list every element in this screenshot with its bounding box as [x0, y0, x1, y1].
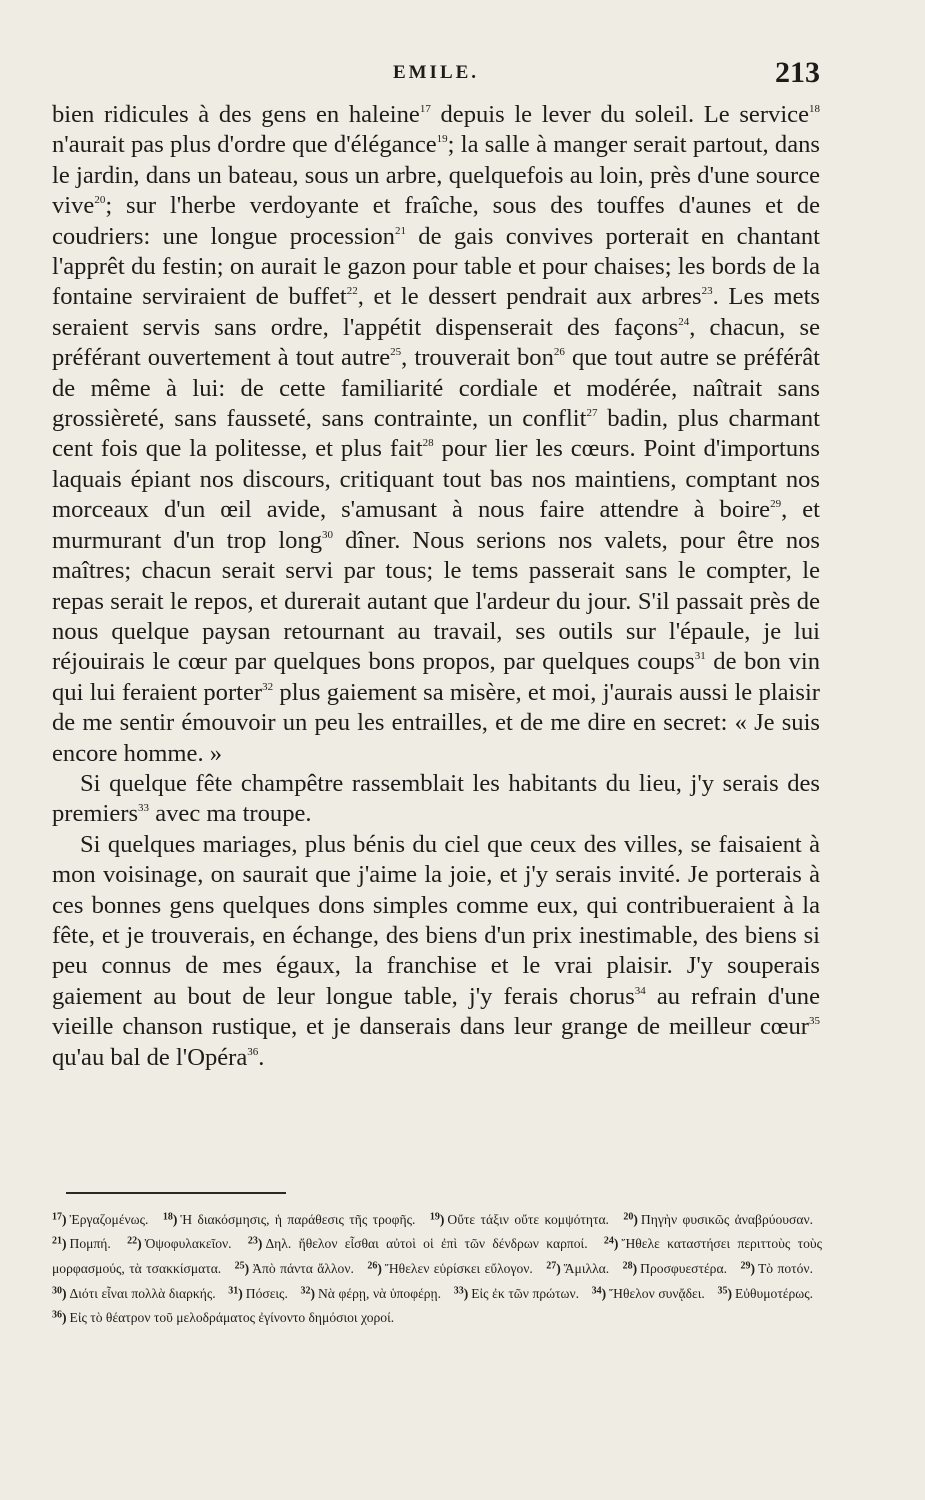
footnote-number: 24 — [603, 1235, 614, 1247]
footnote-marker: 29 — [770, 498, 782, 511]
text-run: n'aurait pas plus d'ordre que d'élégance — [52, 131, 437, 159]
footnote-text: Ὀψοφυλακεῖον. — [144, 1236, 232, 1252]
paragraph — [52, 769, 820, 830]
footnote — [454, 1286, 579, 1301]
footnote-marker: 21 — [394, 224, 406, 237]
footnote-number: 28 — [622, 1260, 633, 1272]
footnote-paren: ) — [137, 1236, 142, 1252]
text-run: , chacun, se préférant ouvertement à tout autre — [52, 313, 820, 372]
body-text — [52, 100, 820, 1073]
footnote-number: 19 — [429, 1211, 440, 1222]
footnote-marker: 26 — [553, 346, 565, 359]
footnote-marker: 22 — [346, 285, 358, 298]
footnote-text: Ἤθελεν εὑρίσκει εὔλογον. — [384, 1260, 533, 1276]
footnotes — [52, 1206, 822, 1330]
footnote-marker: 25 — [390, 346, 402, 359]
footnote-marker: 18 — [809, 103, 820, 116]
footnote — [228, 1286, 288, 1301]
footnote-paren: ) — [377, 1260, 382, 1276]
footnote-paren: ) — [556, 1260, 561, 1276]
paragraph — [52, 100, 820, 769]
footnote-number: 22 — [127, 1235, 138, 1247]
footnote-paren: ) — [62, 1310, 67, 1326]
footnote-number: 32 — [300, 1285, 311, 1297]
text-run: , et murmurant d'un trop long — [52, 496, 820, 554]
page-header — [52, 58, 820, 94]
footnote — [248, 1236, 588, 1251]
text-run: Si quelque fête champêtre rassemblait les habitants du lieu, j'y serais des premiers — [52, 769, 820, 828]
footnote-marker: 31 — [694, 650, 706, 663]
footnote-marker: 20 — [94, 194, 106, 207]
text-run: qu'au bal de l'Opéra — [52, 1043, 248, 1071]
footnote-number: 21 — [52, 1235, 62, 1247]
footnote-paren: ) — [750, 1260, 755, 1276]
footnote-paren: ) — [62, 1236, 67, 1252]
footnote-text: Εὐθυμοτέρως. — [734, 1285, 814, 1301]
footnote-text: Πηγὴν φυσικῶς ἀναβρύουσαν. — [640, 1211, 814, 1227]
footnote-paren: ) — [62, 1211, 67, 1227]
text-run: de gais convives porterait en chantant l'apprêt du festin; on aurait le gazon pour table et pour chaises; les bords de la fontaine serviraient de buffet — [52, 222, 820, 311]
footnote — [52, 1212, 148, 1227]
footnote-text: Νὰ φέρῃ, νὰ ὑποφέρῃ. — [317, 1285, 442, 1301]
footnote-number: 18 — [162, 1211, 173, 1222]
text-run: bien ridicules à des gens en haleine — [52, 101, 420, 128]
text-run: dîner. Nous serions nos valets, pour être nos maîtres; chacun serait servi par tous; le tems passerait sans le compter, le repas serait le repos, et durerait autant que l'ardeur du jour. S'il passait près de nous quelque paysan retournant au travail, ses outils sur l'épaule, je lui réjouirais le cœur par quelques bons propos, par quelques coups — [52, 526, 821, 676]
footnote-paren: ) — [62, 1285, 67, 1301]
text-run: pour lier les cœurs. Point d'importuns laquais épiant nos discours, critiquant tout bas nos maintiens, comptant nos morceaux d'un œil avide, s'amusant à nous faire attendre à boire — [52, 435, 820, 524]
footnote-marker: 23 — [701, 285, 713, 298]
text-run: depuis le lever du soleil. Le service — [430, 101, 809, 128]
footnote-paren: ) — [601, 1285, 607, 1301]
footnote-text: Εἰς ἐκ τῶν πρώτων. — [471, 1285, 580, 1301]
footnote-paren: ) — [310, 1285, 315, 1301]
text-run: badin, plus charmant cent fois que la politesse, et plus fait — [52, 405, 820, 463]
paragraph — [52, 830, 820, 1073]
footnote-paren: ) — [244, 1260, 250, 1276]
footnote-marker: 30 — [322, 528, 334, 541]
footnote — [367, 1261, 532, 1276]
footnote-text: Διότι εἶναι πολλὰ διαρκής. — [69, 1285, 216, 1301]
footnote — [592, 1286, 705, 1301]
footnote — [163, 1212, 416, 1227]
footnote-text: Οὔτε τάξιν οὔτε κομψότητα. — [447, 1211, 609, 1227]
text-run: ; la salle à manger serait partout, dans le jardin, dans un bateau, sous un arbre, quelquefois au loin, près d'une source vive — [52, 131, 820, 220]
footnote-number: 25 — [234, 1260, 245, 1272]
text-run: , trouverait bon — [401, 344, 554, 372]
footnote-number: 20 — [623, 1211, 634, 1222]
footnote-marker: 24 — [678, 315, 690, 328]
footnote-paren: ) — [633, 1211, 638, 1227]
footnote-text: Τὸ ποτόν. — [757, 1260, 813, 1276]
text-run: . Les mets seraient servis sans ordre, l'appétit dispenserait des façons — [52, 283, 821, 341]
footnote-number: 33 — [453, 1285, 464, 1297]
footnote-number: 31 — [228, 1285, 239, 1297]
footnote-text: Ἡ διακόσμησις, ἡ παράθεσις τῆς τροφῆς. — [180, 1211, 416, 1227]
footnote-marker: 32 — [262, 680, 274, 693]
footnote — [300, 1286, 441, 1301]
footnote-number: 26 — [367, 1260, 378, 1272]
footnote-number: 35 — [717, 1285, 728, 1297]
footnote-text: Ἐργαζομένως. — [69, 1211, 149, 1227]
footnote-paren: ) — [172, 1211, 178, 1227]
footnote — [430, 1212, 609, 1227]
text-run: plus gaiement sa misère, et moi, j'aurais aussi le plaisir de me sentir émouvoir un peu les entrailles, et de me dire en secret: « Je suis encore homme. » — [52, 678, 820, 767]
footnote-marker: 19 — [436, 133, 448, 146]
footnote-rule — [66, 1192, 286, 1194]
footnote-text: Πόσεις. — [245, 1285, 288, 1301]
footnote-number: 27 — [546, 1260, 557, 1272]
footnote — [235, 1261, 354, 1276]
footnote-text: Προσφυεστέρα. — [640, 1260, 727, 1276]
footnote-paren: ) — [632, 1260, 638, 1276]
footnote-text: Ἀπὸ πάντα ἄλλον. — [252, 1260, 354, 1276]
footnote-number: 23 — [247, 1235, 258, 1247]
footnote-text: Ἤθελε καταστήσει περιττοὺς τοὺς μορφασμούς, τὰ τσακκίσματα. — [52, 1236, 822, 1276]
footnote-number: 36 — [52, 1309, 62, 1321]
footnote-marker: 33 — [138, 802, 150, 815]
footnote — [623, 1212, 813, 1227]
footnote-marker: 35 — [809, 1015, 820, 1028]
footnote-number: 30 — [52, 1285, 62, 1297]
footnote — [52, 1310, 394, 1325]
footnote-number: 17 — [52, 1211, 62, 1222]
footnote-marker: 28 — [422, 437, 434, 450]
page-number: 213 — [775, 56, 820, 89]
footnote-paren: ) — [439, 1211, 445, 1227]
footnote-text: Ἤθελον συνᾄδει. — [609, 1285, 705, 1301]
footnote-marker: 34 — [634, 984, 646, 997]
footnote-marker: 17 — [419, 103, 431, 116]
footnote — [546, 1261, 609, 1276]
footnote — [623, 1261, 727, 1276]
text-run: au refrain d'une vieille chanson rustique, et je danserais dans leur grange de meilleur cœur — [52, 982, 820, 1041]
text-run: avec ma troupe. — [149, 800, 312, 828]
footnote-paren: ) — [727, 1285, 732, 1301]
footnote — [740, 1261, 813, 1276]
footnote-marker: 36 — [247, 1045, 259, 1058]
footnote-paren: ) — [238, 1285, 243, 1301]
text-run: que tout autre se préférât de même à lui: de cette familiarité cordiale et modérée, naîtrait sans grossièreté, sans fausseté, sans contrainte, un conflit — [52, 344, 820, 433]
text-run: , et le dessert pendrait aux arbres — [357, 283, 702, 311]
footnote-paren: ) — [257, 1236, 263, 1252]
footnote-text: Δηλ. ἤθελον εἶσθαι αὐτοὶ οἱ ἐπὶ τῶν δένδρων καρποί. — [265, 1236, 588, 1252]
text-run: . — [258, 1043, 265, 1071]
footnote — [52, 1236, 111, 1251]
footnote — [52, 1286, 216, 1301]
text-run: Si quelques mariages, plus bénis du ciel que ceux des villes, se faisaient à mon voisinage, on saurait que j'aime la joie, et j'y serais invité. Je porterais à ces bonnes gens quelques dons simples comme eux, qui contribueraient à la fête, et je trouverais, en échange, des biens d'un prix inestimable, des biens si peu connus de mes égaux, la franchise et le vrai plaisir. J'y souperais gaiement au bout de leur longue table, j'y ferais chorus — [52, 830, 820, 1010]
footnote-number: 29 — [740, 1260, 751, 1272]
footnote — [127, 1236, 231, 1251]
footnote-text: Πομπή. — [69, 1236, 111, 1252]
text-run: de bon vin qui lui feraient porter — [52, 648, 820, 706]
footnote — [717, 1286, 813, 1301]
footnote-number: 34 — [591, 1285, 602, 1297]
footnote-marker: 27 — [586, 407, 598, 420]
text-run: ; sur l'herbe verdoyante et fraîche, sous des touffes d'aunes et de coudriers: une longue procession — [52, 192, 820, 250]
footnote-text: Ἅμιλλα. — [563, 1260, 610, 1276]
footnote-paren: ) — [613, 1236, 619, 1252]
footnote-text: Εἰς τὸ θέατρον τοῦ μελοδράματος ἐγίνοντο δημόσιοι χοροί. — [69, 1310, 395, 1326]
footnote-paren: ) — [463, 1285, 469, 1301]
running-title: EMILE. — [392, 62, 480, 83]
